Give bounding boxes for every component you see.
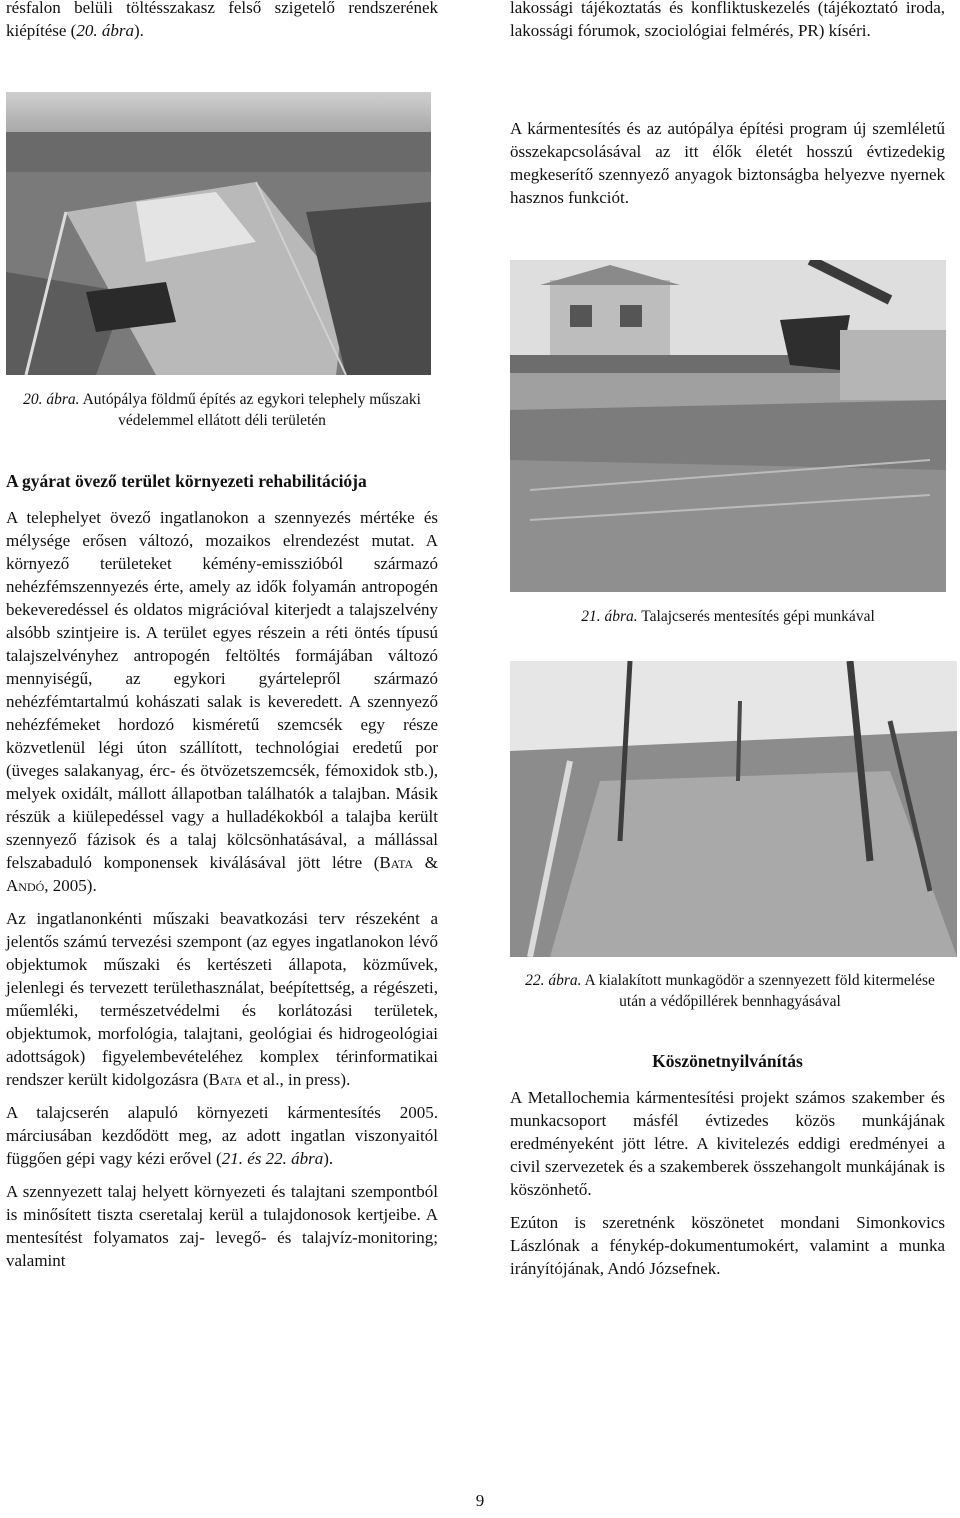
- figure-22-text: A kialakított munkagödör a szennyezett föld kitermelése után a védőpillérek bennhagyásával: [584, 972, 935, 1010]
- left-top-paragraph: résfalon belüli töltésszakasz felső szigetelő rendszerének kiépítése (20. ábra).: [6, 0, 438, 40]
- acknowledgements-heading: Köszönetnyilvánítás: [652, 1051, 803, 1071]
- figure-22-label: 22. ábra.: [525, 972, 582, 989]
- figure-21-label: 21. ábra.: [581, 608, 638, 625]
- figure-20-label: 20. ábra.: [23, 391, 80, 408]
- paragraph-gis-plan: Az ingatlanonkénti műszaki beavatkozási terv részeként a jelentős számú tervezési szempont (az egyes ingatlanokon lévő objektumok műszaki és kertészeti állapota, közművek, jelenlegi és tervezett területhasználat, beépítettség, a régészeti, műemléki, természetvédelmi és korlátozási területek, objektumok, morfológia, talajtani, geológiai és hidrogeológiai adottságok) figyelembevételéhez komplex térinformatikai rendszer került kidolgozásra (Bata et al., in press).: [6, 909, 438, 1089]
- paragraph-soil-exchange: A talajcserén alapuló környezeti kármentesítés 2005. márciusában kezdődött meg, az adott ingatlan viszonyaitól függően gépi vagy kézi erővel (21. és 22. ábra).: [6, 1103, 438, 1168]
- figure-20-photo: [6, 92, 431, 375]
- right-body: [510, 1086, 945, 1280]
- page-number: 9: [475, 1491, 485, 1510]
- paragraph-clean-soil: A szennyezett talaj helyett környezeti és talajtani szempontból is minősített tiszta cseretalaj kerül a tulajdonosok kertjeibe. A mentesítést folyamatos zaj- levegő- és talajvíz-monitoring; valamint: [6, 1182, 438, 1270]
- figure-22-caption: [510, 970, 950, 1012]
- figure-20-caption: [6, 389, 438, 431]
- paragraph-synergy: A kármentesítés és az autópálya építési program új szemléletű összekapcsolásával az itt élők életét hosszú évtizedekig megkeserítő szennyező anyagok biztonságba helyezve nyernek hasznos funkciót.: [510, 119, 945, 207]
- right-top-paragraph: lakossági tájékoztatás és konfliktuskezelés (tájékoztató iroda, lakossági fórumok, szociológiai felmérés, PR) kíséri.: [510, 0, 945, 40]
- paragraph-thanks: Ezúton is szeretnénk köszönetet mondani Simonkovics Lászlónak a fénykép-dokumentumokért, valamint a munka irányítójának, Andó Józsefnek.: [510, 1213, 945, 1278]
- figure-22-photo: [510, 661, 957, 957]
- figure-21-text: Talajcserés mentesítés gépi munkával: [641, 608, 875, 625]
- figure-21-photo: [510, 260, 946, 592]
- paragraph-contamination: A telephelyet övező ingatlanokon a szennyezés mértéke és mélysége erősen változó, mozaikos elrendezést mutat. A környező területeket kémény-emisszióból származó nehézfémszennyezés érte, amely az idők folyamán antropogén bekeveredéssel és oldatos migrációval kiterjedt a talajszelvény alsóbb szintjeire is. A terület egyes részein a réti öntés típusú talajszelvényhez antropogén feltöltés formájában változó mennyiségű, az egykori gyártelepről származó nehézfémtartalmú kohászati salak is keveredett. A szennyező nehézfémeket hordozó kisméretű szemcsék egy része közvetlenül légi úton szállított, technológiai eredetű por (üveges salakanyag, érc- és ötvözetszemcsék, fémoxidok stb.), melyek oxidált, mállott állapotban találhatók a talajban. Másik részük a kiülepedéssel vagy a hulladékokból a talajba került szennyező fázisok és a talaj kölcsönhatásával, a mállással felszabaduló komponensek kiválásával jött létre (Bata & Andó, 2005).: [6, 508, 438, 895]
- paragraph-acknowledgements: A Metallochemia kármentesítési projekt számos szakember és munkacsoport másfél évtizedes közös munkájának eredményeként jött létre. A kivitelezés eddigi eredményei a civil szervezetek és a szakemberek összehangolt munkájának is köszönhető.: [510, 1088, 945, 1199]
- section-heading: A gyárat övező terület környezeti rehabilitációja: [6, 471, 367, 491]
- figure-21-caption: [510, 606, 946, 627]
- left-body: [6, 506, 438, 1272]
- figure-20-text: Autópálya földmű építés az egykori telephely műszaki védelemmel ellátott déli területén: [82, 391, 421, 429]
